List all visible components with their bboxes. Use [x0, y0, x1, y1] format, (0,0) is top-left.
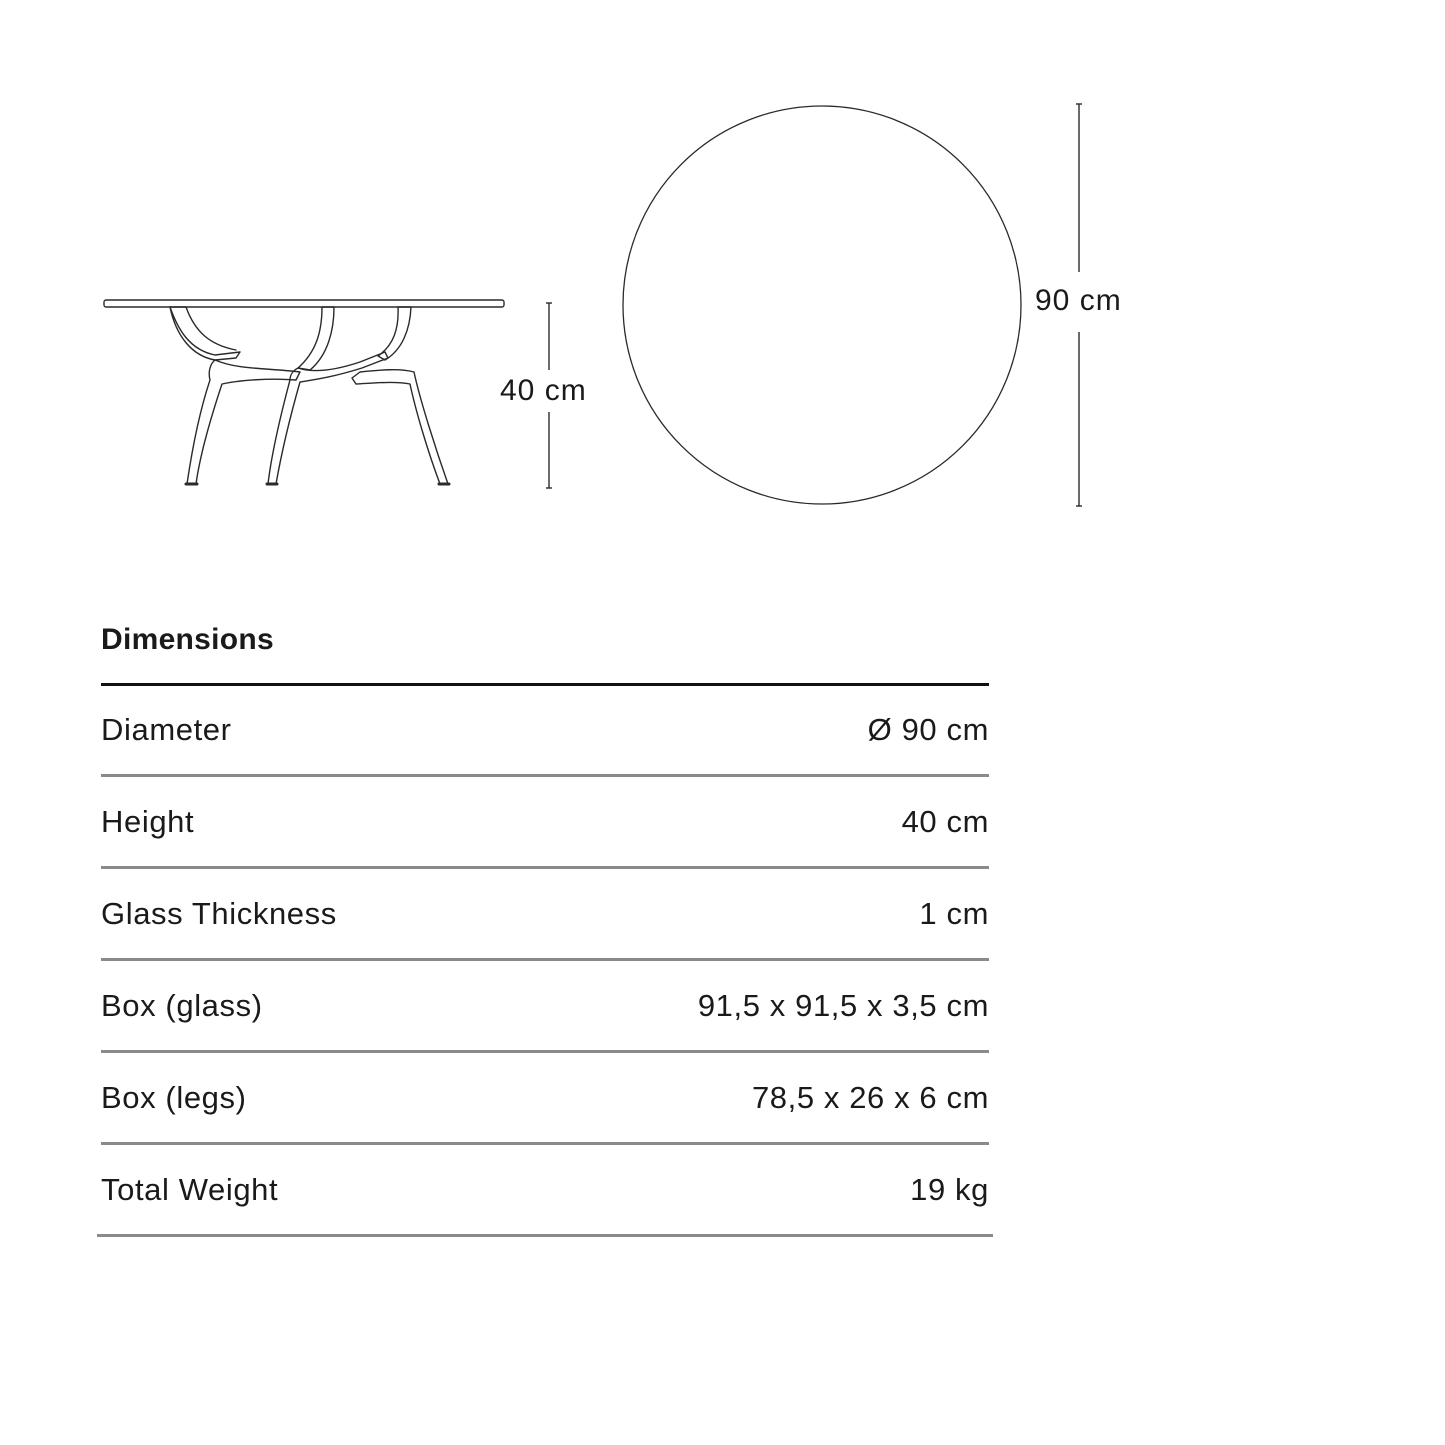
spec-value: 19 kg: [910, 1171, 989, 1207]
spec-label: Box (legs): [101, 1079, 247, 1115]
technical-drawing: [0, 0, 1445, 560]
spec-label: Diameter: [101, 711, 232, 747]
spec-row-diameter: [101, 685, 989, 777]
table-leg: [298, 307, 334, 370]
table-leg: [187, 360, 300, 484]
table-leg: [378, 307, 411, 360]
glass-top: [104, 300, 504, 307]
spec-label: Total Weight: [101, 1171, 279, 1207]
spec-value: Ø 90 cm: [867, 711, 989, 747]
drawing-canvas: [0, 0, 1445, 560]
spec-row-box-glass: [101, 961, 989, 1053]
spec-row-box-legs: [101, 1053, 989, 1145]
spec-value: 91,5 x 91,5 x 3,5 cm: [697, 987, 989, 1023]
table-leg: [352, 370, 448, 484]
diameter-dimension-label: 90 cm: [1035, 284, 1122, 317]
spec-value: 40 cm: [901, 803, 989, 839]
spec-value: 1 cm: [919, 895, 989, 931]
height-dimension-label: 40 cm: [500, 374, 587, 407]
table-leg: [268, 352, 388, 484]
spec-row-total-weight: [97, 1145, 993, 1237]
spec-label: Height: [101, 803, 195, 839]
side-view-table: [104, 300, 504, 484]
spec-value: 78,5 x 26 x 6 cm: [751, 1079, 989, 1115]
dimensions-heading: Dimensions: [101, 623, 275, 656]
spec-row-height: [101, 777, 989, 869]
spec-row-glass-thickness: [101, 869, 989, 961]
dimensions-spec-table: [101, 616, 989, 1207]
spec-label: Glass Thickness: [101, 895, 337, 931]
table-leg: [170, 307, 240, 360]
spec-label: Box (glass): [101, 987, 263, 1023]
spec-rows: [101, 685, 989, 1237]
top-view-glass-circle: [623, 106, 1021, 504]
